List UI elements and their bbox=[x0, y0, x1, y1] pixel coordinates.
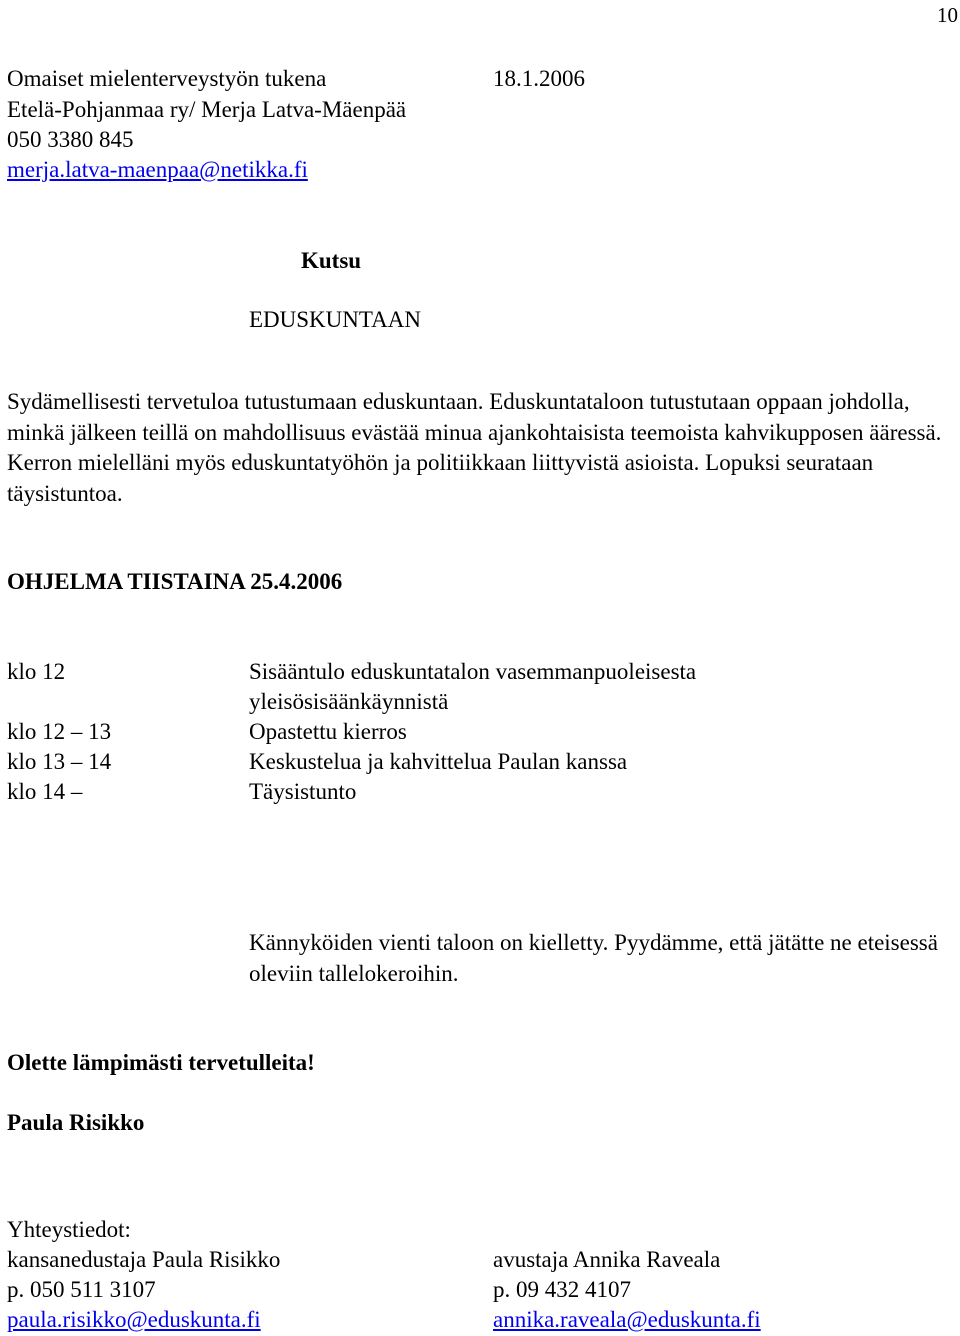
program-time: klo 12 – 13 bbox=[7, 719, 112, 744]
sender-organization: Omaiset mielenterveystyön tukena bbox=[7, 66, 327, 91]
signature: Paula Risikko bbox=[7, 1110, 145, 1135]
contact-right-email-link[interactable]: annika.raveala@eduskunta.fi bbox=[493, 1307, 761, 1332]
program-activity: Täysistunto bbox=[249, 779, 357, 804]
program-time: klo 13 – 14 bbox=[7, 749, 112, 774]
program-activity-continued: yleisösisäänkäynnistä bbox=[249, 689, 449, 714]
program-time: klo 14 – bbox=[7, 779, 83, 804]
heading-eduskuntaan: EDUSKUNTAAN bbox=[249, 307, 421, 332]
contacts-title: Yhteystiedot: bbox=[7, 1217, 131, 1242]
intro-paragraph: Sydämellisesti tervetuloa tutustumaan eduskuntaan. Eduskuntataloon tutustutaan oppaan johdolla, minkä jälkeen teillä on mahdollisuus evästää minua ajankohtaisista teemoista kahvikupposen ääressä. Kerron mielelläni myös eduskuntatyöhön ja politiikkaan liittyvistä asioista. Lopuksi seurataan täysistuntoa. bbox=[7, 389, 942, 506]
letter-date: 18.1.2006 bbox=[493, 66, 585, 91]
sender-name: Etelä-Pohjanmaa ry/ Merja Latva-Mäenpää bbox=[7, 97, 407, 122]
heading-kutsu: Kutsu bbox=[301, 248, 362, 273]
contact-left-phone: p. 050 511 3107 bbox=[7, 1277, 156, 1302]
contact-left-email-link[interactable]: paula.risikko@eduskunta.fi bbox=[7, 1307, 261, 1332]
contact-right-phone: p. 09 432 4107 bbox=[493, 1277, 631, 1302]
program-time: klo 12 bbox=[7, 659, 66, 684]
program-activity: Opastettu kierros bbox=[249, 719, 407, 744]
program-activity: Sisääntulo eduskuntatalon vasemmanpuoleisesta bbox=[249, 659, 697, 684]
contact-left-name: kansanedustaja Paula Risikko bbox=[7, 1247, 281, 1272]
contact-right-name: avustaja Annika Raveala bbox=[493, 1247, 721, 1272]
page-number: 10 bbox=[937, 3, 958, 27]
program-activity: Keskustelua ja kahvittelua Paulan kanssa bbox=[249, 749, 628, 774]
program-title: OHJELMA TIISTAINA 25.4.2006 bbox=[7, 569, 343, 594]
sender-email-link[interactable]: merja.latva-maenpaa@netikka.fi bbox=[7, 157, 308, 182]
welcome-text: Olette lämpimästi tervetulleita! bbox=[7, 1050, 315, 1075]
sender-phone: 050 3380 845 bbox=[7, 127, 134, 152]
phone-notice: Kännyköiden vienti taloon on kielletty. Pyydämme, että jätätte ne eteisessä oleviin tallelokeroihin. bbox=[249, 930, 938, 986]
